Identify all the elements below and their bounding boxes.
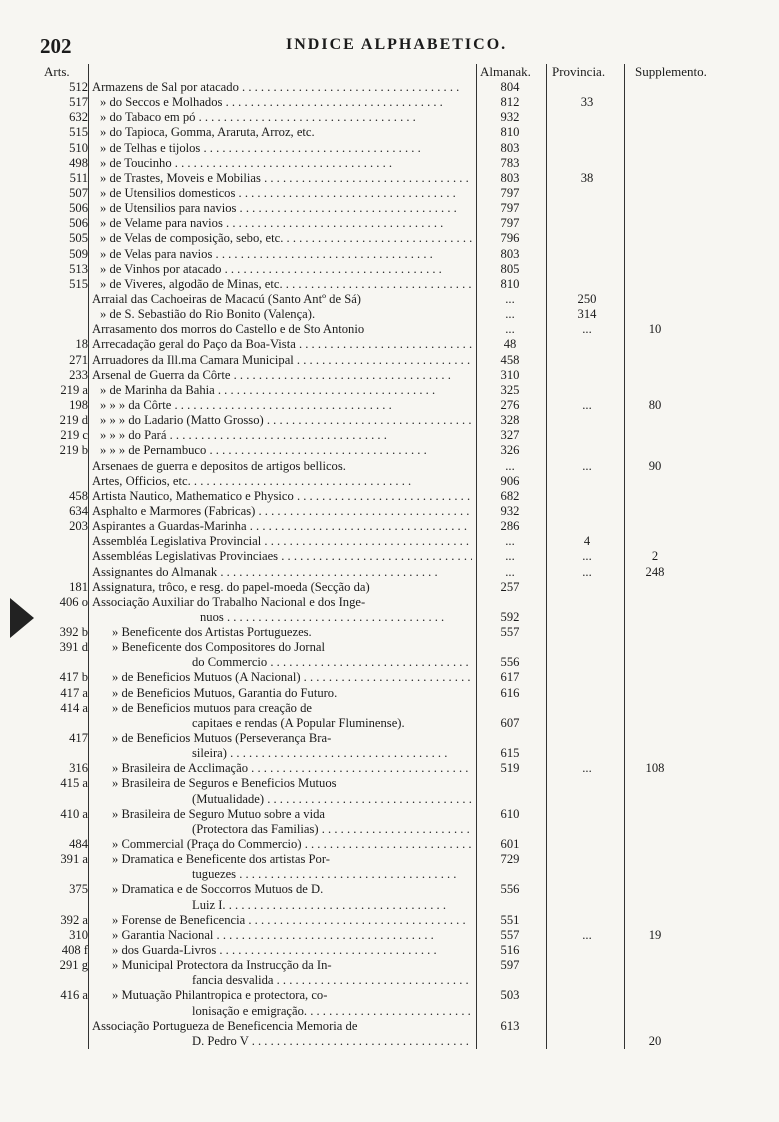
- index-row: [0, 670, 779, 685]
- index-row: [0, 958, 779, 973]
- entry-text: » do Tapioca, Gomma, Araruta, Arroz, etc.: [100, 125, 315, 140]
- entry-text: Artes, Officios, etc. . . .: [92, 474, 472, 489]
- supplemento-page: 2: [651, 549, 659, 564]
- almanak-page: 503: [500, 988, 520, 1003]
- entry-text: » de Telhas e tijolos . . .: [100, 141, 472, 156]
- index-row: [0, 534, 779, 549]
- entry-text: Artista Nautico, Mathematico e Physico . . .: [92, 489, 472, 504]
- almanak-page: 458: [500, 352, 520, 367]
- article-number: 406 o: [59, 594, 88, 609]
- almanak-page: 519: [500, 761, 520, 776]
- article-number: 219 d: [59, 413, 88, 428]
- provincia-page: 314: [577, 307, 597, 322]
- index-row: [0, 549, 779, 564]
- almanak-page: 286: [500, 519, 520, 534]
- entry-text: Arsenal de Guerra da Côrte . . .: [92, 368, 472, 383]
- col-head-art: Arts.: [44, 64, 70, 79]
- index-row: [0, 776, 779, 791]
- almanak-page: 556: [500, 882, 520, 897]
- index-row: [0, 867, 779, 882]
- article-number: 415 a: [60, 776, 88, 791]
- index-row: [0, 1034, 779, 1049]
- entry-text: capitaes e rendas (A Popular Fluminense).: [192, 715, 405, 730]
- almanak-page: 797: [500, 201, 520, 216]
- almanak-page: ...: [505, 564, 515, 579]
- article-number: 392 b: [59, 625, 88, 640]
- almanak-page: 557: [500, 927, 520, 942]
- entry-text: Arsenaes de guerra e depositos de artigos bellicos.: [92, 458, 346, 473]
- index-row: [0, 1019, 779, 1034]
- index-row: [0, 474, 779, 489]
- almanak-page: ...: [505, 549, 515, 564]
- index-row: [0, 383, 779, 398]
- almanak-page: 310: [500, 367, 520, 382]
- article-number: 515: [69, 276, 88, 291]
- index-row: [0, 398, 779, 413]
- almanak-page: 803: [500, 170, 520, 185]
- entry-text: » de Utensilios para navios . . .: [100, 201, 472, 216]
- article-number: 316: [69, 761, 88, 776]
- index-row: [0, 625, 779, 640]
- index-row: [0, 610, 779, 625]
- article-number: 417 a: [60, 685, 88, 700]
- article-number: 484: [69, 837, 88, 852]
- almanak-page: 257: [500, 579, 520, 594]
- index-row: [0, 701, 779, 716]
- entry-text: (Protectora das Familias) . . .: [192, 822, 472, 837]
- almanak-page: 607: [500, 715, 520, 730]
- col-head-supplemento: Supplemento.: [635, 64, 707, 79]
- article-number: 392 a: [60, 912, 88, 927]
- index-row: [0, 807, 779, 822]
- almanak-page: 810: [500, 125, 520, 140]
- index-row: [0, 413, 779, 428]
- entry-text: Arrecadação geral do Paço da Boa-Vista . . .: [92, 337, 472, 352]
- index-row: [0, 655, 779, 670]
- entry-text: tuguezes . . .: [192, 867, 472, 882]
- almanak-page: 783: [500, 155, 520, 170]
- entry-text: » de Velas de composição, sebo, etc. . . .: [100, 231, 472, 246]
- article-number: 513: [69, 261, 88, 276]
- entry-text: Associação Portugueza de Beneficencia Memoria de: [92, 1018, 358, 1033]
- article-number: 414 a: [60, 700, 88, 715]
- provincia-page: ...: [582, 564, 592, 579]
- index-row: [0, 746, 779, 761]
- entry-text: Arrasamento dos morros do Castello e de Sto Antonio: [92, 322, 365, 337]
- entry-text: lonisação e emigração. . . .: [192, 1004, 472, 1019]
- entry-text: » de Beneficios Mutuos, Garantia do Futuro.: [112, 685, 338, 700]
- almanak-page: 610: [500, 806, 520, 821]
- almanak-page: 597: [500, 958, 520, 973]
- provincia-page: ...: [582, 458, 592, 473]
- entry-text: Assignatura, trôco, e resg. do papel-moeda (Secção da): [92, 579, 370, 594]
- entry-text: » de Vinhos por atacado . . .: [100, 262, 472, 277]
- index-row: [0, 913, 779, 928]
- entry-text: » de S. Sebastião do Rio Bonito (Valença).: [100, 307, 316, 322]
- index-row: [0, 337, 779, 352]
- article-number: 417: [69, 731, 88, 746]
- almanak-page: 615: [500, 746, 520, 761]
- entry-text: » do Tabaco em pó . . .: [100, 110, 472, 125]
- almanak-page: ...: [505, 322, 515, 337]
- entry-text: » Brasileira de Acclimação . . .: [112, 761, 472, 776]
- index-row: [0, 262, 779, 277]
- article-number: 219 a: [60, 382, 88, 397]
- entry-text: » de Marinha da Bahia . . .: [100, 383, 472, 398]
- almanak-page: 557: [500, 625, 520, 640]
- index-row: [0, 504, 779, 519]
- almanak-page: 906: [500, 473, 520, 488]
- index-row: [0, 761, 779, 776]
- entry-text: Luiz I. . . .: [192, 898, 472, 913]
- supplemento-page: 20: [648, 1033, 662, 1048]
- entry-text: Assignantes do Almanak . . .: [92, 565, 472, 580]
- article-number: 203: [69, 519, 88, 534]
- supplemento-page: 248: [645, 564, 665, 579]
- entry-text: D. Pedro V . . .: [192, 1034, 472, 1049]
- entry-text: » Commercial (Praça do Commercio) . . .: [112, 837, 472, 852]
- entry-text: fancia desvalida . . .: [192, 973, 472, 988]
- article-number: 417 b: [59, 670, 88, 685]
- article-number: 18: [75, 337, 88, 352]
- article-number: 271: [69, 352, 88, 367]
- entry-text: » do Seccos e Molhados . . .: [100, 95, 472, 110]
- almanak-page: 276: [500, 397, 520, 412]
- article-number: 515: [69, 125, 88, 140]
- index-row: [0, 277, 779, 292]
- entry-text: Assembléas Legislativas Provinciaes . . .: [92, 549, 472, 564]
- index-row: [0, 580, 779, 595]
- entry-text: » Dramatica e de Soccorros Mutuos de D.: [112, 882, 324, 897]
- almanak-page: 932: [500, 503, 520, 518]
- article-number: 458: [69, 488, 88, 503]
- article-number: 506: [69, 216, 88, 231]
- index-row: [0, 898, 779, 913]
- index-row: [0, 216, 779, 231]
- almanak-page: 797: [500, 216, 520, 231]
- index-table: [0, 80, 779, 1049]
- almanak-page: ...: [505, 291, 515, 306]
- index-row: [0, 837, 779, 852]
- almanak-page: 812: [500, 95, 520, 110]
- col-head-almanak: Almanak.: [480, 64, 531, 79]
- index-row: [0, 973, 779, 988]
- entry-text: » de Beneficios Mutuos (Perseverança Bra-: [112, 731, 332, 746]
- supplemento-page: 90: [648, 458, 662, 473]
- index-row: [0, 882, 779, 897]
- entry-text: sileira) . . .: [192, 746, 472, 761]
- almanak-page: 805: [500, 261, 520, 276]
- entry-text: » » » do Pará . . .: [100, 428, 472, 443]
- entry-text: » de Beneficios mutuos para creação de: [112, 700, 313, 715]
- almanak-page: 616: [500, 685, 520, 700]
- entry-text: » Garantia Nacional . . .: [112, 928, 472, 943]
- entry-text: Associação Auxiliar do Trabalho Nacional e dos Inge-: [92, 594, 366, 609]
- page-title: INDICE ALPHABETICO.: [286, 36, 508, 53]
- index-row: [0, 595, 779, 610]
- entry-text: Aspirantes a Guardas-Marinha . . .: [92, 519, 472, 534]
- entry-text: » » » da Côrte . . .: [100, 398, 472, 413]
- almanak-page: 810: [500, 276, 520, 291]
- index-row: [0, 322, 779, 337]
- entry-text: » de Viveres, algodão de Minas, etc. . . .: [100, 277, 472, 292]
- entry-text: » dos Guarda-Livros . . .: [112, 943, 472, 958]
- almanak-page: ...: [505, 458, 515, 473]
- article-number: 410 a: [60, 806, 88, 821]
- provincia-page: 33: [580, 95, 594, 110]
- entry-text: » Mutuação Philantropica e protectora, co-: [112, 988, 328, 1003]
- almanak-page: 803: [500, 140, 520, 155]
- article-number: 233: [69, 367, 88, 382]
- article-number: 219 b: [59, 443, 88, 458]
- index-row: [0, 489, 779, 504]
- almanak-page: 327: [500, 428, 520, 443]
- index-row: [0, 428, 779, 443]
- index-row: [0, 307, 779, 322]
- entry-text: » de Trastes, Moveis e Mobilias . . .: [100, 171, 472, 186]
- entry-text: nuos . . .: [200, 610, 472, 625]
- index-row: [0, 686, 779, 701]
- provincia-page: 250: [577, 291, 597, 306]
- entry-text: » Forense de Beneficencia . . .: [112, 913, 472, 928]
- index-row: [0, 171, 779, 186]
- index-row: [0, 519, 779, 534]
- almanak-page: 328: [500, 413, 520, 428]
- index-row: [0, 80, 779, 95]
- almanak-page: 601: [500, 837, 520, 852]
- index-row: [0, 292, 779, 307]
- almanak-page: 797: [500, 185, 520, 200]
- entry-text: Asphalto e Marmores (Fabricas) . . .: [92, 504, 472, 519]
- almanak-page: 48: [503, 337, 517, 352]
- almanak-page: 592: [500, 609, 520, 624]
- index-row: [0, 565, 779, 580]
- entry-text: » Dramatica e Beneficente dos artistas Por-: [112, 852, 330, 867]
- provincia-page: 38: [580, 170, 594, 185]
- entry-text: » de Utensilios domesticos . . .: [100, 186, 472, 201]
- entry-text: » » » do Ladario (Matto Grosso) . . .: [100, 413, 472, 428]
- article-number: 219 c: [60, 428, 88, 443]
- index-row: [0, 716, 779, 731]
- provincia-page: ...: [582, 549, 592, 564]
- index-row: [0, 110, 779, 125]
- article-number: 505: [69, 231, 88, 246]
- index-row: [0, 186, 779, 201]
- article-number: 416 a: [60, 988, 88, 1003]
- entry-text: Arruadores da Ill.ma Camara Municipal . . .: [92, 353, 472, 368]
- article-number: 181: [69, 579, 88, 594]
- provincia-page: ...: [582, 927, 592, 942]
- almanak-page: ...: [505, 307, 515, 322]
- article-number: 506: [69, 201, 88, 216]
- supplemento-page: 80: [648, 397, 662, 412]
- entry-text: do Commercio . . .: [192, 655, 472, 670]
- article-number: 510: [69, 140, 88, 155]
- entry-text: Assembléa Legislativa Provincial . . .: [92, 534, 472, 549]
- article-number: 198: [69, 397, 88, 412]
- index-row: [0, 1004, 779, 1019]
- index-row: [0, 943, 779, 958]
- entry-text: (Mutualidade) . . .: [192, 792, 472, 807]
- index-row: [0, 141, 779, 156]
- article-number: 512: [69, 80, 88, 94]
- article-number: 391 d: [59, 640, 88, 655]
- almanak-page: 796: [500, 231, 520, 246]
- index-row: [0, 792, 779, 807]
- index-row: [0, 156, 779, 171]
- entry-text: » de Velame para navios . . .: [100, 216, 472, 231]
- entry-text: » de Toucinho . . .: [100, 156, 472, 171]
- almanak-page: 617: [500, 670, 520, 685]
- provincia-page: 4: [583, 534, 591, 549]
- almanak-page: 932: [500, 110, 520, 125]
- article-number: 517: [69, 95, 88, 110]
- almanak-page: 729: [500, 852, 520, 867]
- almanak-page: 556: [500, 655, 520, 670]
- article-number: 408 f: [61, 943, 88, 958]
- almanak-page: 516: [500, 943, 520, 958]
- article-number: 507: [69, 185, 88, 200]
- index-row: [0, 247, 779, 262]
- article-number: 310: [69, 927, 88, 942]
- provincia-page: ...: [582, 761, 592, 776]
- col-head-provincia: Provincia.: [552, 64, 606, 79]
- article-number: 291 g: [59, 958, 88, 973]
- entry-text: » de Beneficios Mutuos (A Nacional) . . .: [112, 670, 472, 685]
- provincia-page: ...: [582, 322, 592, 337]
- almanak-page: 682: [500, 488, 520, 503]
- index-row: [0, 731, 779, 746]
- entry-text: Arraial das Cachoeiras de Macacú (Santo Antº de Sá): [92, 291, 361, 306]
- article-number: 511: [69, 170, 88, 185]
- entry-text: » Municipal Protectora da Instrucção da In-: [112, 958, 332, 973]
- index-row: [0, 640, 779, 655]
- supplemento-page: 19: [648, 927, 662, 942]
- provincia-page: ...: [582, 397, 592, 412]
- supplemento-page: 108: [645, 761, 665, 776]
- article-number: 632: [69, 110, 88, 125]
- supplemento-page: 10: [648, 322, 662, 337]
- almanak-page: 325: [500, 382, 520, 397]
- entry-text: » de Velas para navios . . .: [100, 247, 472, 262]
- index-row: [0, 852, 779, 867]
- entry-text: » Beneficente dos Artistas Portuguezes.: [112, 625, 312, 640]
- index-row: [0, 201, 779, 216]
- index-row: [0, 928, 779, 943]
- almanak-page: 613: [500, 1018, 520, 1033]
- entry-text: Armazens de Sal por atacado . . .: [92, 80, 472, 95]
- article-number: 375: [69, 882, 88, 897]
- almanak-page: 803: [500, 246, 520, 261]
- index-row: [0, 822, 779, 837]
- almanak-page: 326: [500, 443, 520, 458]
- almanak-page: 551: [500, 912, 520, 927]
- article-number: 634: [69, 503, 88, 518]
- article-number: 391 a: [60, 852, 88, 867]
- index-row: [0, 459, 779, 474]
- index-row: [0, 443, 779, 458]
- article-number: 509: [69, 246, 88, 261]
- index-row: [0, 125, 779, 140]
- entry-text: » » » de Pernambuco . . .: [100, 443, 472, 458]
- entry-text: » Brasileira de Seguros e Beneficios Mutuos: [112, 776, 337, 791]
- page-number: 202: [40, 34, 72, 58]
- entry-text: » Brasileira de Seguro Mutuo sobre a vida: [112, 806, 325, 821]
- article-number: 498: [69, 155, 88, 170]
- almanak-page: ...: [505, 534, 515, 549]
- index-row: [0, 353, 779, 368]
- index-row: [0, 95, 779, 110]
- index-row: [0, 368, 779, 383]
- almanak-page: 804: [500, 80, 520, 94]
- index-row: [0, 231, 779, 246]
- index-row: [0, 988, 779, 1003]
- entry-text: » Beneficente dos Compositores do Jornal: [112, 640, 326, 655]
